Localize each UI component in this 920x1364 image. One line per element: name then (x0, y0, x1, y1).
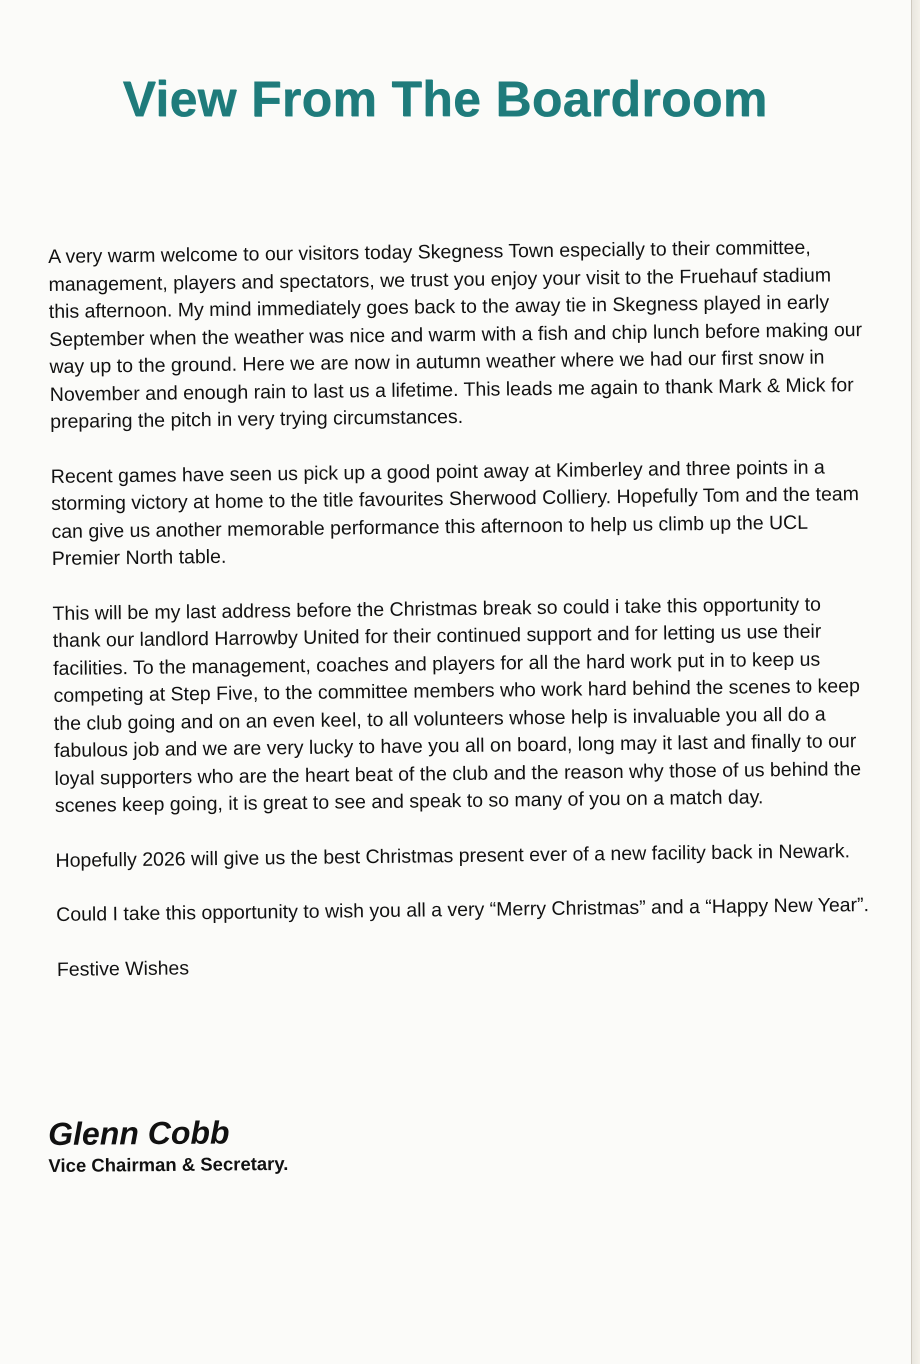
signature-role: Vice Chairman & Secretary. (48, 1152, 289, 1176)
paragraph-new-facility: Hopefully 2026 will give us the best Christmas present ever of a new facility back in Newark. (55, 839, 851, 872)
letter-body (48, 234, 872, 1011)
signature-name: Glenn Cobb (48, 1114, 230, 1152)
page-edge (912, 0, 920, 1364)
paragraph-recent-games: Recent games have seen us pick up a good point away at Kimberley and three points in a storming victory at home to the title favourites Sherwood Colliery. Hopefully Tom and the team can give us another memorable performance this afternoon to help us climb up the UCL Premier North table. (50, 456, 860, 570)
paragraph-thanks: This will be my last address before the Christmas break so could i take this opportunity to thank our landlord Harrowby United for their continued support and for letting us use their facilities. To the management, coaches and players for all the hard work put in to keep us competing at Step Five, to the committee members who work hard behind the scenes to keep the club going and on an even keel, to all volunteers whose help is invaluable you all do a fabulous job and we are very lucky to have you all on board, long may it last and finally to our loyal supporters who are the heart beat of the club and the reason why those of us behind the scenes keep going, it is great to see and speak to so many of you on a match day. (52, 593, 862, 817)
paragraph-sign-off: Festive Wishes (56, 956, 190, 981)
page-title: View From The Boardroom (122, 71, 768, 127)
paragraph-season-greetings: Could I take this opportunity to wish you all a very “Merry Christmas” and a “Happy New Year”. (56, 894, 870, 926)
signature-block (48, 1110, 549, 1178)
paragraph-welcome: A very warm welcome to our visitors today Skegness Town especially to their committee, management, players and spectators, we trust you enjoy your visit to the Fruehauf stadium this afternoon. My mind immediately goes back to the away tie in Skegness played in early September when the weather was nice and warm with a fish and chip lunch before making our way up to the ground. Here we are now in autumn weather where we had our first snow in November and enough rain to last us a lifetime. This leads me again to thank Mark & Mick for preparing the pitch in very trying circumstances. (48, 236, 863, 433)
